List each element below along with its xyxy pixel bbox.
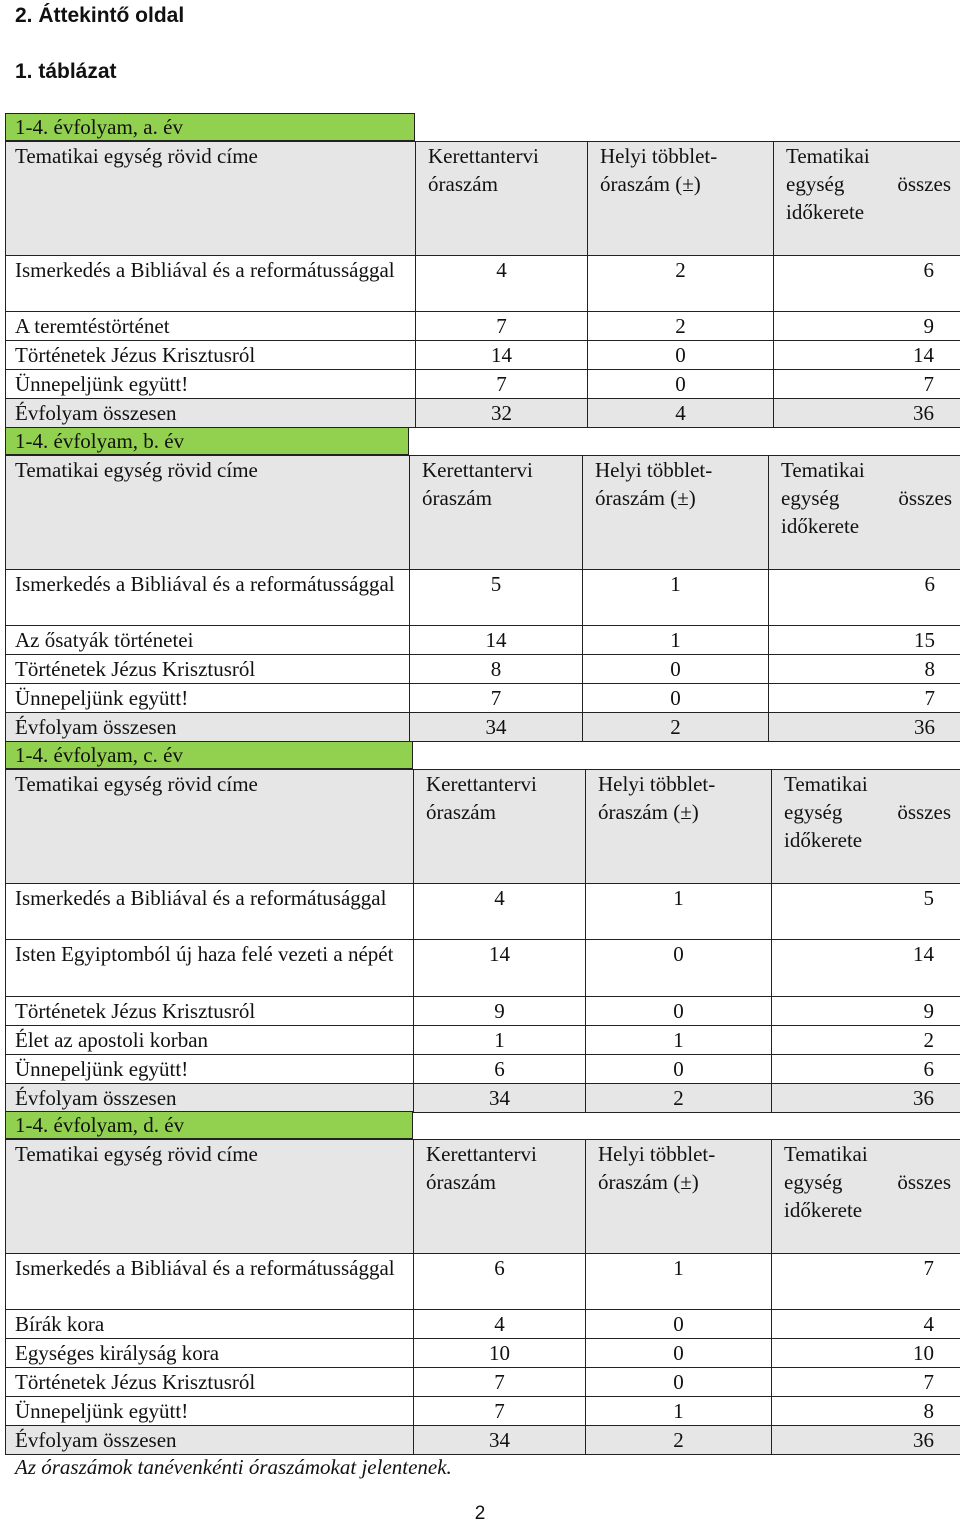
header-line: óraszám (±) — [600, 172, 701, 196]
header-line: Tematikai — [784, 1142, 868, 1166]
total-hours: 10 — [772, 1339, 960, 1368]
total-hours: 8 — [769, 655, 960, 684]
extra-hours: 1 — [583, 570, 769, 626]
total-hours: 7 — [769, 684, 960, 713]
header-line — [786, 170, 951, 198]
header-line: óraszám — [426, 1170, 496, 1194]
extra-hours: 0 — [586, 1055, 772, 1084]
extra-hours: 0 — [586, 1339, 772, 1368]
total-hours: 7 — [772, 1368, 960, 1397]
header-frame-hours — [414, 1140, 586, 1254]
total-frame-hours: 34 — [414, 1084, 586, 1113]
table-row — [6, 570, 960, 626]
total-hours: 8 — [772, 1397, 960, 1426]
total-extra-hours: 2 — [586, 1426, 772, 1455]
header-line: óraszám — [422, 486, 492, 510]
extra-hours: 0 — [583, 655, 769, 684]
total-hours: 6 — [772, 1055, 960, 1084]
unit-title: Ünnepeljünk együtt! — [6, 1397, 414, 1426]
total-label: Évfolyam összesen — [6, 713, 410, 742]
unit-title: Történetek Jézus Krisztusról — [6, 341, 416, 370]
header-total-hours — [772, 770, 960, 884]
total-hours: 7 — [774, 370, 960, 399]
table-row — [6, 370, 960, 399]
hours-table — [5, 769, 960, 1113]
header-row — [6, 1140, 960, 1254]
header-line: időkerete — [781, 514, 860, 538]
header-line — [784, 1168, 951, 1196]
year-label: 1-4. évfolyam, c. év — [5, 741, 413, 769]
unit-title: Bírák kora — [6, 1310, 414, 1339]
page-number: 2 — [474, 1503, 486, 1524]
extra-hours: 1 — [586, 1254, 772, 1310]
header-row — [6, 770, 960, 884]
header-line — [781, 484, 952, 512]
header-title: Tematikai egység rövid címe — [6, 142, 416, 256]
table-row — [6, 940, 960, 997]
unit-title: Történetek Jézus Krisztusról — [6, 997, 414, 1026]
header-word: összes — [897, 172, 951, 196]
header-line: időkerete — [786, 200, 865, 224]
table-row — [6, 684, 960, 713]
frame-hours: 9 — [414, 997, 586, 1026]
unit-title: Ismerkedés a Bibliával és a reformátusággal — [6, 884, 414, 940]
total-total-hours: 36 — [774, 399, 960, 428]
extra-hours: 0 — [586, 997, 772, 1026]
table-row — [6, 1254, 960, 1310]
extra-hours: 1 — [586, 1026, 772, 1055]
frame-hours: 7 — [414, 1397, 586, 1426]
header-line — [784, 798, 951, 826]
frame-hours: 7 — [416, 370, 588, 399]
unit-title: A teremtéstörténet — [6, 312, 416, 341]
header-word: egység — [784, 800, 843, 824]
total-hours: 14 — [772, 940, 960, 997]
unit-title: Történetek Jézus Krisztusról — [6, 1368, 414, 1397]
table-row — [6, 1397, 960, 1426]
header-extra-hours — [586, 770, 772, 884]
year-label: 1-4. évfolyam, b. év — [5, 427, 409, 455]
extra-hours: 0 — [583, 684, 769, 713]
header-line: Helyi többlet- — [595, 458, 713, 482]
header-total-hours — [772, 1140, 960, 1254]
header-line: óraszám (±) — [598, 800, 699, 824]
header-total-hours — [769, 456, 960, 570]
total-hours: 2 — [772, 1026, 960, 1055]
extra-hours: 1 — [586, 1397, 772, 1426]
header-word: összes — [897, 1170, 951, 1194]
header-extra-hours — [588, 142, 774, 256]
unit-title: Ismerkedés a Bibliával és a reformátussággal — [6, 256, 416, 312]
hours-table — [5, 1139, 960, 1455]
header-word: összes — [898, 486, 952, 510]
total-hours: 15 — [769, 626, 960, 655]
frame-hours: 7 — [416, 312, 588, 341]
table-row — [6, 997, 960, 1026]
table-row — [6, 655, 960, 684]
total-row — [6, 713, 960, 742]
frame-hours: 4 — [414, 884, 586, 940]
total-hours: 4 — [772, 1310, 960, 1339]
table-row — [6, 256, 960, 312]
header-line: óraszám (±) — [598, 1170, 699, 1194]
header-word: egység — [781, 486, 840, 510]
frame-hours: 14 — [410, 626, 583, 655]
header-line: Tematikai — [786, 144, 870, 168]
header-title: Tematikai egység rövid címe — [6, 456, 410, 570]
header-row — [6, 456, 960, 570]
header-frame-hours — [416, 142, 588, 256]
year-label: 1-4. évfolyam, a. év — [5, 113, 415, 141]
frame-hours: 14 — [414, 940, 586, 997]
total-row — [6, 399, 960, 428]
header-frame-hours — [414, 770, 586, 884]
header-total-hours — [774, 142, 960, 256]
total-hours: 7 — [772, 1254, 960, 1310]
total-hours: 5 — [772, 884, 960, 940]
table-row — [6, 1310, 960, 1339]
total-frame-hours: 34 — [414, 1426, 586, 1455]
header-word: egység — [786, 172, 845, 196]
total-total-hours: 36 — [769, 713, 960, 742]
unit-title: Az ősatyák történetei — [6, 626, 410, 655]
table-row — [6, 341, 960, 370]
total-extra-hours: 2 — [583, 713, 769, 742]
header-word: összes — [897, 800, 951, 824]
total-extra-hours: 4 — [588, 399, 774, 428]
table-row — [6, 312, 960, 341]
header-line: Helyi többlet- — [598, 1142, 716, 1166]
header-line: időkerete — [784, 828, 863, 852]
header-line: időkerete — [784, 1198, 863, 1222]
frame-hours: 5 — [410, 570, 583, 626]
unit-title: Ünnepeljünk együtt! — [6, 1055, 414, 1084]
section-heading: 2. Áttekintő oldal — [15, 4, 185, 27]
header-line: óraszám — [426, 800, 496, 824]
frame-hours: 4 — [416, 256, 588, 312]
table-row — [6, 884, 960, 940]
unit-title: Ismerkedés a Bibliával és a reformátussággal — [6, 1254, 414, 1310]
unit-title: Élet az apostoli korban — [6, 1026, 414, 1055]
total-label: Évfolyam összesen — [6, 1084, 414, 1113]
frame-hours: 4 — [414, 1310, 586, 1339]
table-row — [6, 626, 960, 655]
total-row — [6, 1426, 960, 1455]
table-row — [6, 1368, 960, 1397]
total-total-hours: 36 — [772, 1426, 960, 1455]
extra-hours: 0 — [588, 370, 774, 399]
unit-title: Ünnepeljünk együtt! — [6, 684, 410, 713]
header-frame-hours — [410, 456, 583, 570]
header-line: Tematikai — [781, 458, 865, 482]
total-total-hours: 36 — [772, 1084, 960, 1113]
frame-hours: 6 — [414, 1055, 586, 1084]
header-row — [6, 142, 960, 256]
header-line: Kerettantervi — [422, 458, 533, 482]
header-line: Kerettantervi — [428, 144, 539, 168]
unit-title: Történetek Jézus Krisztusról — [6, 655, 410, 684]
extra-hours: 2 — [588, 312, 774, 341]
year-label: 1-4. évfolyam, d. év — [5, 1111, 413, 1139]
total-hours: 9 — [774, 312, 960, 341]
total-frame-hours: 32 — [416, 399, 588, 428]
frame-hours: 14 — [416, 341, 588, 370]
footnote: Az óraszámok tanévenkénti óraszámokat jelentenek. — [15, 1455, 452, 1479]
hours-table — [5, 455, 960, 742]
header-line: Kerettantervi — [426, 1142, 537, 1166]
header-line: óraszám (±) — [595, 486, 696, 510]
total-extra-hours: 2 — [586, 1084, 772, 1113]
frame-hours: 7 — [410, 684, 583, 713]
total-label: Évfolyam összesen — [6, 1426, 414, 1455]
header-extra-hours — [586, 1140, 772, 1254]
header-line: óraszám — [428, 172, 498, 196]
header-line: Helyi többlet- — [600, 144, 718, 168]
header-title: Tematikai egység rövid címe — [6, 1140, 414, 1254]
extra-hours: 2 — [588, 256, 774, 312]
extra-hours: 1 — [586, 884, 772, 940]
total-hours: 14 — [774, 341, 960, 370]
total-label: Évfolyam összesen — [6, 399, 416, 428]
total-hours: 6 — [769, 570, 960, 626]
frame-hours: 6 — [414, 1254, 586, 1310]
unit-title: Isten Egyiptomból új haza felé vezeti a népét — [6, 940, 414, 997]
hours-table — [5, 141, 960, 428]
frame-hours: 1 — [414, 1026, 586, 1055]
table-row — [6, 1055, 960, 1084]
table-row — [6, 1026, 960, 1055]
total-hours: 6 — [774, 256, 960, 312]
extra-hours: 0 — [586, 1368, 772, 1397]
total-frame-hours: 34 — [410, 713, 583, 742]
table-row — [6, 1339, 960, 1368]
header-line: Kerettantervi — [426, 772, 537, 796]
frame-hours: 7 — [414, 1368, 586, 1397]
header-line: Helyi többlet- — [598, 772, 716, 796]
frame-hours: 10 — [414, 1339, 586, 1368]
total-hours: 9 — [772, 997, 960, 1026]
table-caption: 1. táblázat — [15, 60, 117, 83]
header-extra-hours — [583, 456, 769, 570]
total-row — [6, 1084, 960, 1113]
header-title: Tematikai egység rövid címe — [6, 770, 414, 884]
header-word: egység — [784, 1170, 843, 1194]
extra-hours: 1 — [583, 626, 769, 655]
header-line: Tematikai — [784, 772, 868, 796]
unit-title: Ünnepeljünk együtt! — [6, 370, 416, 399]
extra-hours: 0 — [588, 341, 774, 370]
unit-title: Ismerkedés a Bibliával és a reformátussággal — [6, 570, 410, 626]
unit-title: Egységes királyság kora — [6, 1339, 414, 1368]
extra-hours: 0 — [586, 1310, 772, 1339]
extra-hours: 0 — [586, 940, 772, 997]
frame-hours: 8 — [410, 655, 583, 684]
